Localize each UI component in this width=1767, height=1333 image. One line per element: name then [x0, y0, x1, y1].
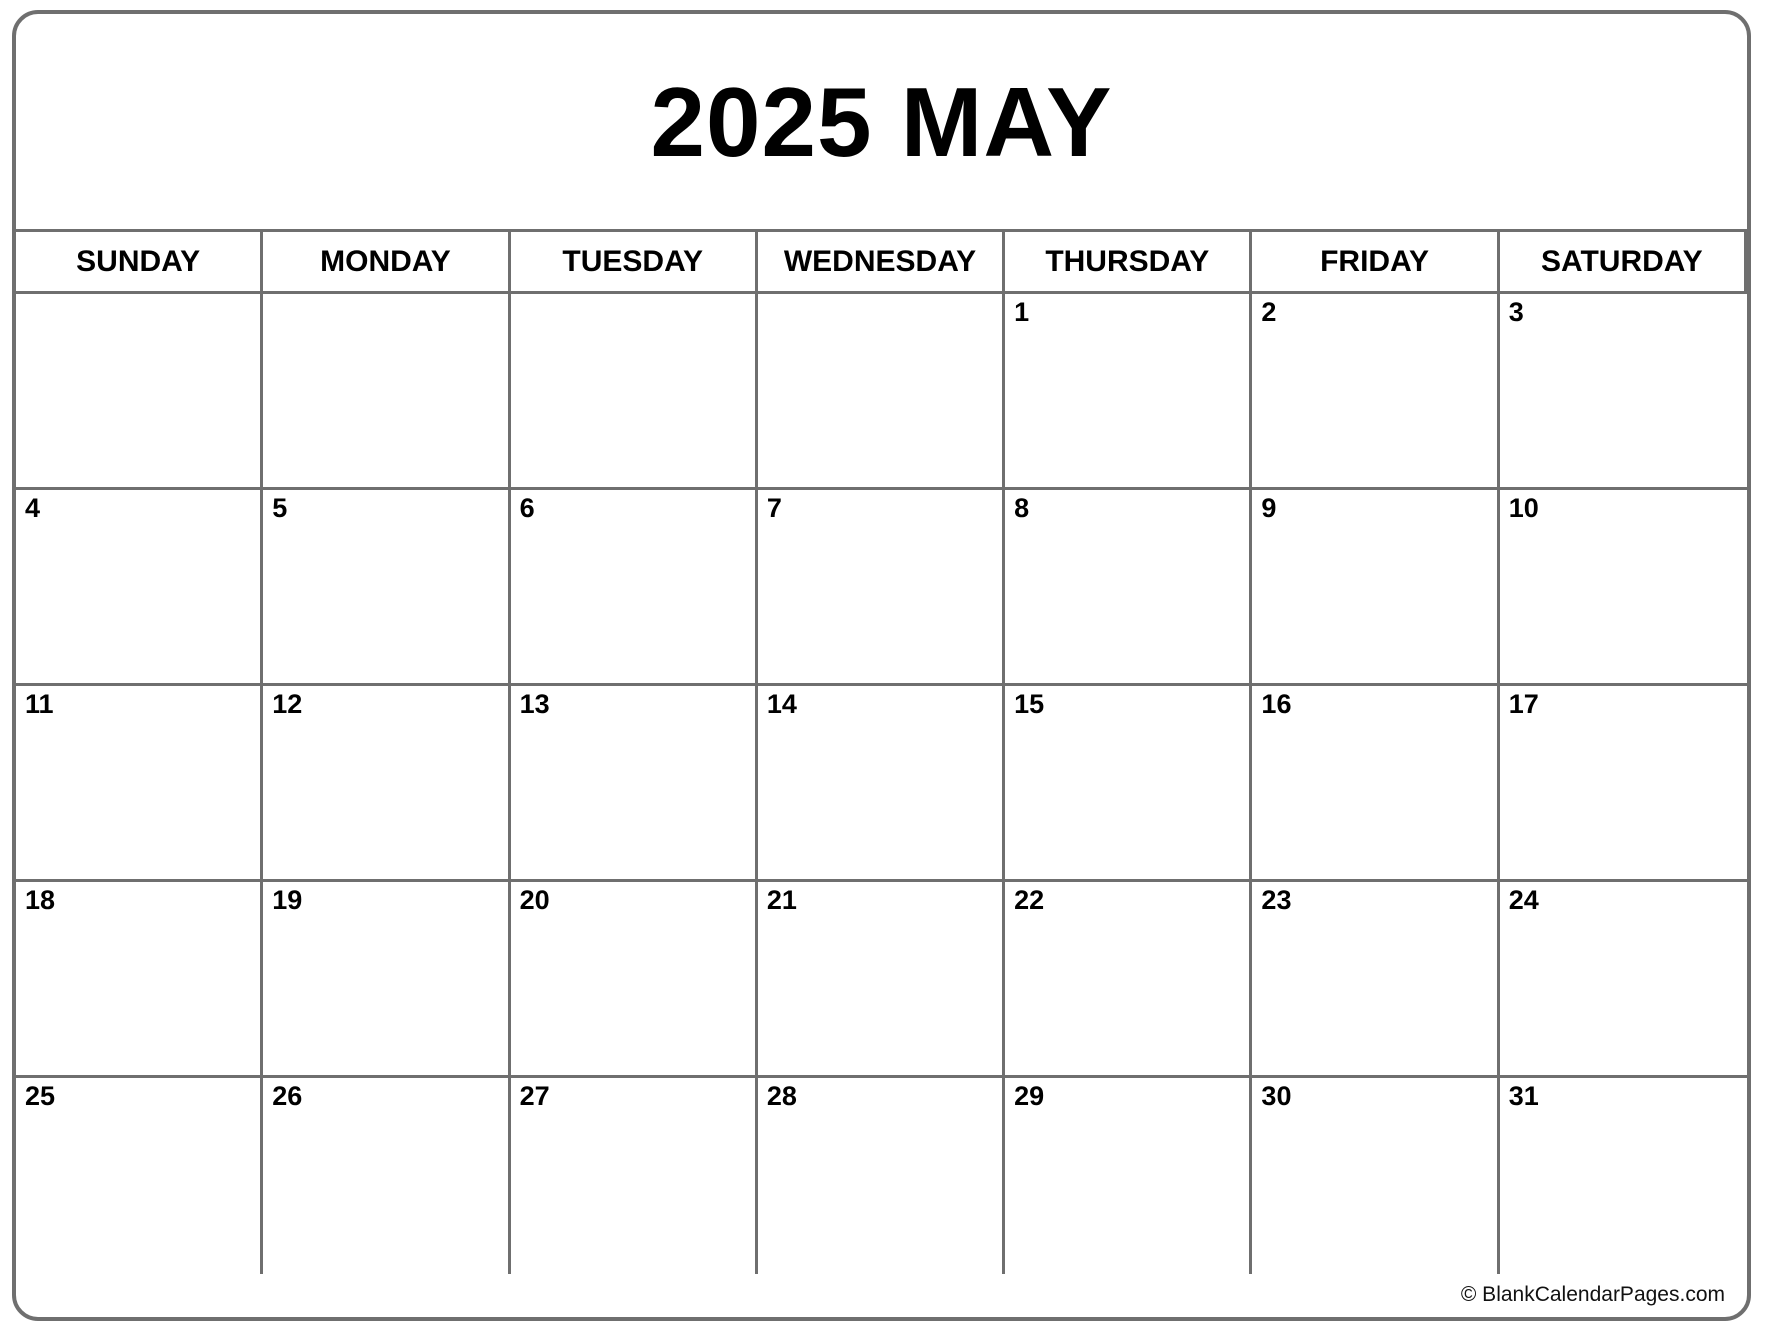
- day-number: 8: [1014, 493, 1030, 523]
- day-cell[interactable]: [1500, 490, 1747, 686]
- day-cell[interactable]: [16, 1078, 263, 1274]
- day-number: 5: [272, 493, 288, 523]
- day-cell[interactable]: [1500, 1078, 1747, 1274]
- day-number: 27: [519, 1081, 550, 1111]
- day-number: 15: [1014, 689, 1045, 719]
- day-number: 7: [766, 493, 782, 523]
- calendar-title-bar: [16, 14, 1747, 229]
- day-number: 21: [766, 885, 797, 915]
- day-cell[interactable]: [1252, 490, 1499, 686]
- day-number: 31: [1508, 1081, 1539, 1111]
- day-cell[interactable]: [1252, 882, 1499, 1078]
- day-cell[interactable]: [16, 882, 263, 1078]
- day-cell[interactable]: [1252, 294, 1499, 490]
- day-cell[interactable]: [1005, 490, 1252, 686]
- day-number: 23: [1261, 885, 1292, 915]
- day-number: 1: [1014, 297, 1030, 327]
- day-number: 24: [1508, 885, 1539, 915]
- day-number: 19: [272, 885, 303, 915]
- copyright-credit: © BlankCalendarPages.com: [1460, 1283, 1725, 1306]
- day-cell[interactable]: [758, 1078, 1005, 1274]
- day-cell[interactable]: [758, 882, 1005, 1078]
- day-number: 4: [25, 493, 41, 523]
- day-cell[interactable]: [16, 490, 263, 686]
- day-cell[interactable]: [263, 490, 510, 686]
- day-number: 11: [25, 689, 54, 719]
- day-number: 30: [1261, 1081, 1292, 1111]
- day-cell[interactable]: [758, 490, 1005, 686]
- day-number: 6: [519, 493, 535, 523]
- day-number: 28: [766, 1081, 797, 1111]
- weekday-header-tuesday: TUESDAY: [511, 232, 758, 294]
- day-cell[interactable]: [263, 1078, 510, 1274]
- day-cell[interactable]: [511, 294, 758, 490]
- day-cell[interactable]: [1005, 686, 1252, 882]
- day-number: 17: [1508, 689, 1539, 719]
- weekday-header-sunday: SUNDAY: [16, 232, 263, 294]
- day-cell[interactable]: [1005, 1078, 1252, 1274]
- day-number: 10: [1508, 493, 1539, 523]
- day-cell[interactable]: [16, 294, 263, 490]
- day-cell[interactable]: [1500, 686, 1747, 882]
- day-cell[interactable]: [511, 490, 758, 686]
- day-cell[interactable]: [1500, 294, 1747, 490]
- day-number: 12: [272, 689, 303, 719]
- calendar-page: [12, 10, 1751, 1321]
- day-cell[interactable]: [511, 686, 758, 882]
- day-cell[interactable]: [1005, 294, 1252, 490]
- day-number: 3: [1508, 297, 1524, 327]
- calendar-grid: [16, 229, 1747, 1274]
- day-cell[interactable]: [263, 882, 510, 1078]
- day-number: 26: [272, 1081, 303, 1111]
- weekday-header-thursday: THURSDAY: [1005, 232, 1252, 294]
- day-cell[interactable]: [16, 686, 263, 882]
- weekday-header-wednesday: WEDNESDAY: [758, 232, 1005, 294]
- day-number: 25: [25, 1081, 56, 1111]
- day-number: 16: [1261, 689, 1292, 719]
- day-cell[interactable]: [1500, 882, 1747, 1078]
- day-cell[interactable]: [511, 882, 758, 1078]
- day-cell[interactable]: [758, 294, 1005, 490]
- day-cell[interactable]: [758, 686, 1005, 882]
- day-number: 20: [519, 885, 550, 915]
- day-cell[interactable]: [263, 294, 510, 490]
- day-number: 2: [1261, 297, 1277, 327]
- day-number: 22: [1014, 885, 1045, 915]
- weekday-header-friday: FRIDAY: [1252, 232, 1499, 294]
- day-cell[interactable]: [1252, 686, 1499, 882]
- day-cell[interactable]: [1252, 1078, 1499, 1274]
- day-number: 13: [519, 689, 550, 719]
- day-number: 14: [766, 689, 797, 719]
- day-cell[interactable]: [511, 1078, 758, 1274]
- day-cell[interactable]: [263, 686, 510, 882]
- page-title: 2025 MAY: [650, 66, 1113, 177]
- day-number: 9: [1261, 493, 1277, 523]
- day-number: 29: [1014, 1081, 1045, 1111]
- weekday-header-saturday: SATURDAY: [1500, 232, 1747, 294]
- weekday-header-monday: MONDAY: [263, 232, 510, 294]
- day-number: 18: [25, 885, 56, 915]
- day-cell[interactable]: [1005, 882, 1252, 1078]
